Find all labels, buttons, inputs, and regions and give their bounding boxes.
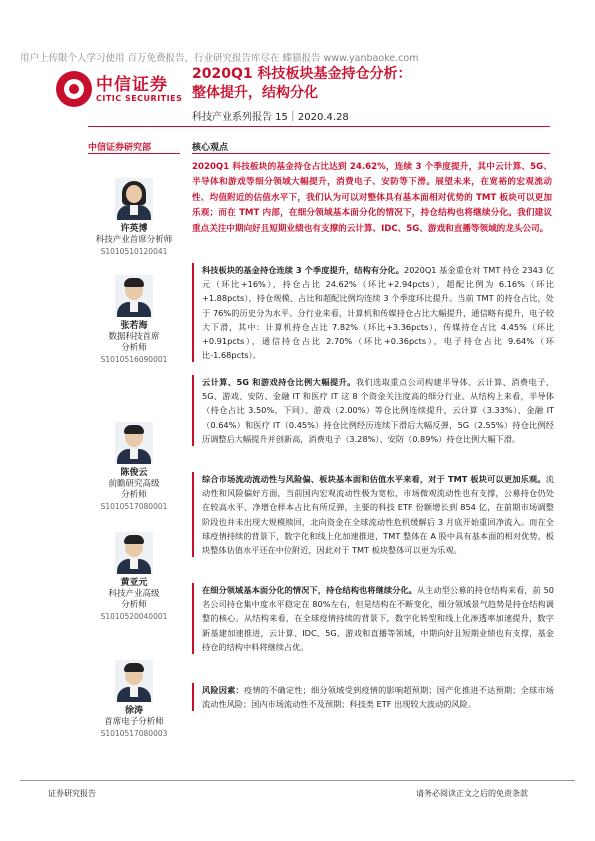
department-label: 中信证券研究部 — [88, 143, 152, 153]
analyst-name: 张若海 — [120, 321, 148, 331]
key-point-paragraph — [192, 472, 554, 557]
key-view-title: 核心观点 — [192, 143, 229, 153]
analyst-license-id: S1010516090001 — [100, 355, 168, 364]
analyst-license-id: S1010517080003 — [100, 729, 168, 738]
analyst-role: 科技产业高级 分析师 — [108, 589, 160, 610]
risk-factors-lead: 风险因素： — [202, 685, 244, 695]
key-point-lead: 综合市场流动流动性与风险偏、板块基本面和估值水平来看，对于 TMT 板块可以更加乐观。 — [202, 474, 546, 484]
footer-disclaimer: 请务必阅读正文之后的免责条款 — [416, 789, 528, 798]
analyst-license-id: S1010510120041 — [100, 247, 168, 256]
analyst-role: 前瞻研究高级 分析师 — [108, 479, 160, 500]
analyst-photo — [115, 178, 153, 220]
key-point-paragraph — [192, 583, 554, 654]
left-column-divider — [88, 153, 180, 154]
key-point-paragraph — [192, 263, 554, 362]
analyst-name: 徐涛 — [124, 706, 143, 716]
analyst-card — [88, 178, 180, 257]
key-point-paragraph — [192, 375, 554, 446]
report-subtitle: 科技产业系列报告 15｜2020.4.28 — [192, 112, 349, 123]
key-point-lead: 科技板块的基金持仓连续 3 个季度提升，结构有分化。 — [202, 265, 404, 275]
analyst-role: 数据科技首席 分析师 — [108, 332, 160, 353]
key-point-lead: 云计算、5G 和游戏持仓比例大幅提升。 — [202, 377, 356, 387]
key-view-summary: 2020Q1 科技板块的基金持仓占比达到 24.62%，连续 3 个季度提升，其中云计算、5G、半导体和游戏等细分领域大幅提升，消费电子、安防等下滑。展望未来，在宽裕的宏观流动性、均值附近的估值水平下，我们认为可以对整体具有基本面相对优势的 TMT 板块可以更加乐观；而在 TMT 内部，在细分领域基本面分化的情况下，持仓结构也将继续分化。我们建议重点关注中期向好且短期业绩也有支撑的云计算、IDC、5G、游戏和直播等领域的龙头公司。 — [192, 162, 552, 234]
analyst-photo — [115, 275, 153, 317]
analyst-card — [88, 422, 180, 512]
key-point-body: 我们选取重点公司构建半导体、云计算、消费电子、5G、游戏、安防、金融 IT 和医疗 IT 这 8 个资金关注度高的细分行业。从结构上来看，半导体（持仓占比 3.50%，下同）、游戏（2.00%）等仓比例连续提升，云计算（3.33%）、金融 IT（0.64%）和医疗 IT（0.45%）持仓比例经历连续下滑后大幅反弹，5G（2.55%）持仓比例经历调整后大幅提升并创新高，消费电子（3.28%）、安防（0.89%）持仓比例大幅下滑。 — [202, 377, 554, 444]
report-title-line2: 整体提升，结构分化 — [192, 85, 318, 101]
logo-english-text: CITIC SECURITIES — [96, 94, 183, 103]
key-point-lead: 在细分领域基本面分化的情况下，持仓结构也将继续分化。 — [202, 585, 417, 595]
footer-divider — [20, 780, 575, 781]
analyst-photo — [115, 532, 153, 574]
risk-factors-paragraph — [192, 683, 554, 711]
analyst-card — [88, 532, 180, 622]
analyst-role: 首席电子分析师 — [104, 717, 164, 727]
analyst-photo — [115, 660, 153, 702]
key-point-body: 流动性和风险偏好方面，当前国内宏观流动性极为宽松，市场微观流动性也有支撑，公募持仓仍处在较高水平、净增仓样本占比有所反弹，主要的科技 ETF 份额增长到 854 亿，在前期市场调整阶段也并未出现大规模赎回，北向资金在全球流动性危机缓解后 3 月底开始重回净流入。而在全球疫情持续的背景下，数字化和线上化加速推进，TMT 整体在 A 股中具有基本面的相对优势，板块整体估值水平还在中位附近，因此对于 TMT 板块整体可以更为乐观。 — [202, 474, 554, 556]
analyst-role: 科技产业首席分析师 — [95, 235, 173, 245]
watermark-text: 用户上传限个人学习使用 百万免费报告，行业研究报告库尽在 蝶猫报告 www.yanbaoke.com — [20, 53, 419, 64]
key-point-body: 从主动型公募的持仓结构来看，前 50 名公司持仓集中度水平稳定在 80%左右，但是结构在不断变化，细分领域景气趋势是持仓结构调整的核心。从结构来看，在全球疫情持续的背景下，数字化转型和线上化渗透率加速提升，数字新基建加速推进，云计算、IDC、5G、游戏和直播等领域，中期向好且短期业绩也有支撑，基金持仓的结构中料将继续占优。 — [202, 585, 554, 652]
analyst-name: 黄亚元 — [120, 578, 148, 588]
analyst-license-id: S1010520040001 — [100, 612, 168, 621]
right-column-divider — [192, 153, 550, 154]
key-point-body: 2020Q1 基金重仓对 TMT 持仓 2343 亿元（环比+16%），持仓占比 24.62%（环比+2.94pcts），超配比例为 6.16%（环比+1.88pcts），持仓规模、占比和超配比例均连续 3 个季度环比提升。当前 TMT 的持仓占比，处于 76%的历史分为水平。分行业来看，计算机和传媒持仓占比大幅提升，通信略有提升，电子较大下滑，其中：计算机持仓占比 7.82%（环比+3.36pcts），传媒持仓占比 4.45%（环比+0.91pcts），通信持仓占比 2.70%（环比+0.36pcts），电子持仓占比 9.64%（环比-1.68pcts）。 — [202, 265, 554, 361]
footer-report-type: 证券研究报告 — [48, 789, 96, 798]
analyst-card — [88, 275, 180, 365]
analyst-card — [88, 660, 180, 739]
logo-chinese-text: 中信证券 — [96, 75, 168, 95]
report-title-line1: 2020Q1 科技板块基金持仓分析： — [192, 66, 412, 82]
risk-factors-body: 疫情的不确定性；细分领域受到疫情的影响超预期；国产化推进不达预期；全球市场流动性风险；国内市场流动性不及预期；科技类 ETF 出现较大波动的风险。 — [202, 685, 554, 710]
analyst-license-id: S1010517080001 — [100, 502, 168, 511]
header-divider — [88, 126, 550, 127]
analyst-name: 陈俊云 — [120, 468, 148, 478]
analyst-photo — [115, 422, 153, 464]
analyst-name: 许英博 — [120, 224, 148, 234]
citic-logo-icon — [56, 71, 92, 107]
company-logo — [56, 68, 186, 110]
